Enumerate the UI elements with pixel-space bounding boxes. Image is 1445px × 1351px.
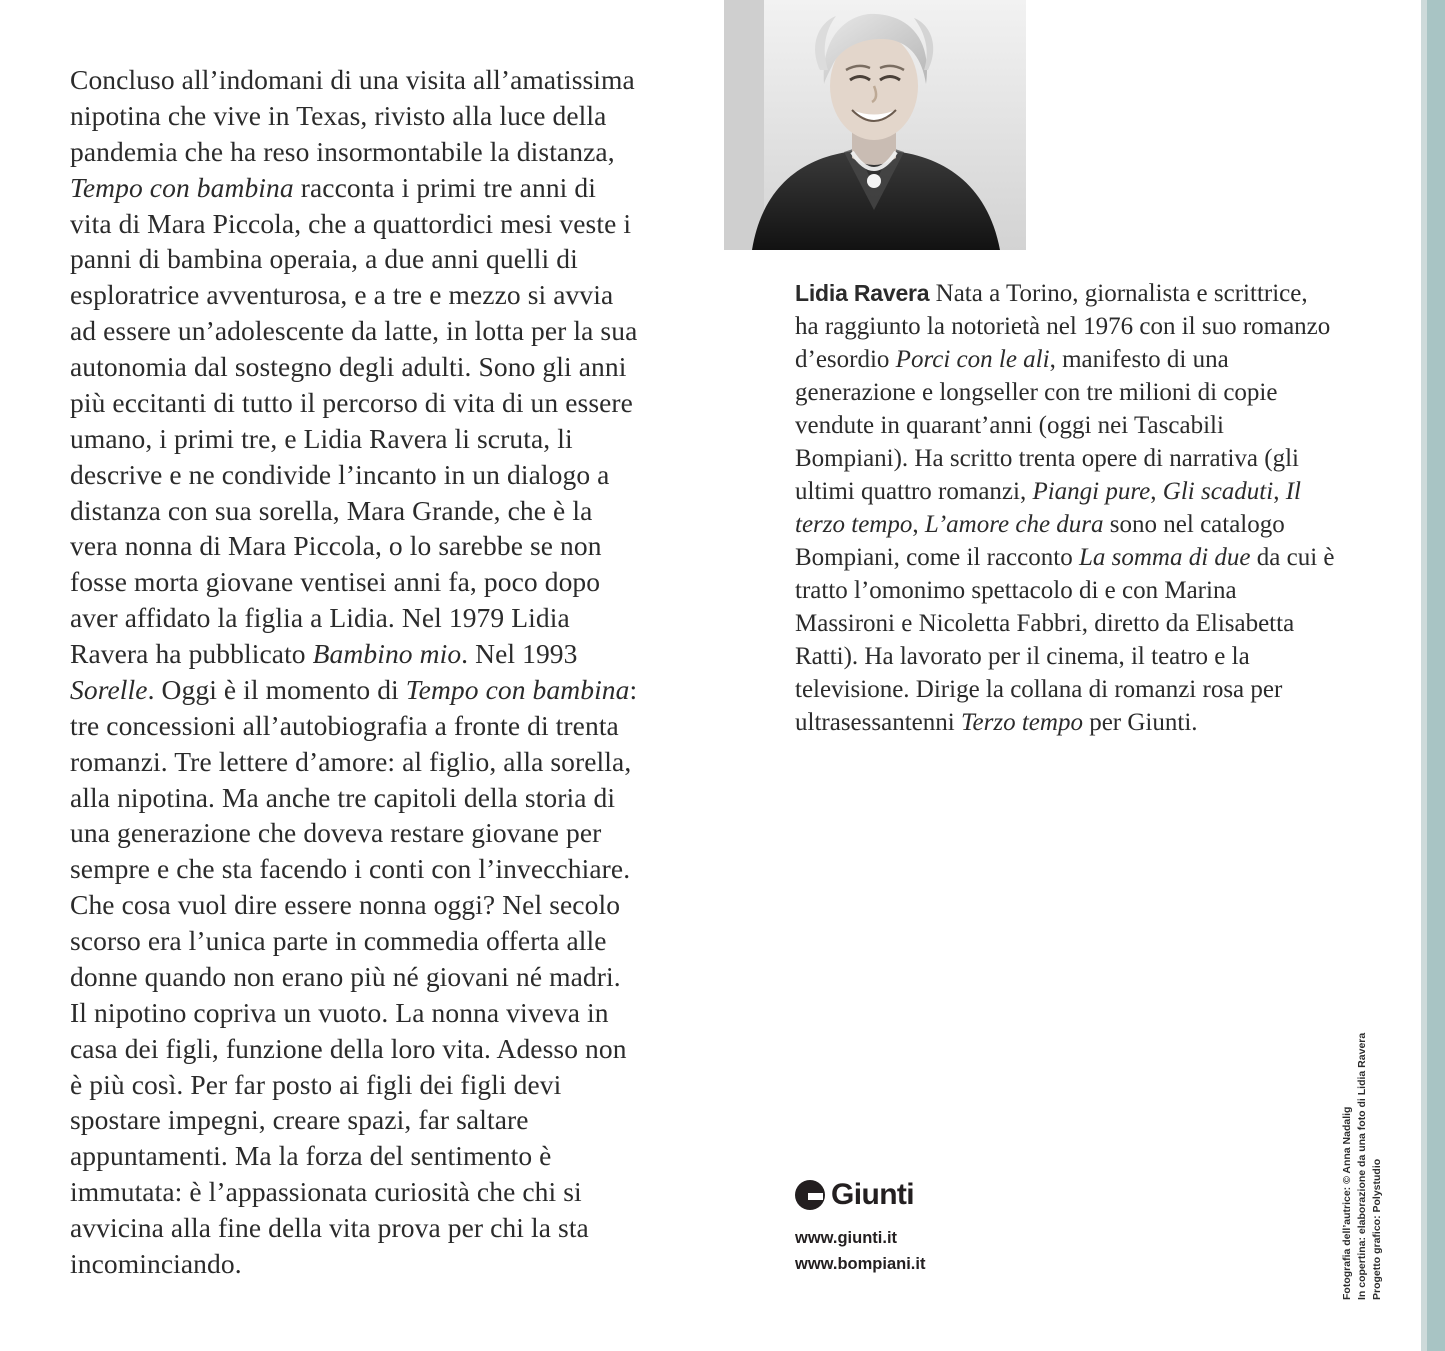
publisher-name: Giunti [831,1178,915,1211]
blurb-paragraph [70,62,640,1282]
blurb-book-title-3: Sorelle [70,673,148,705]
author-name: Lidia Ravera [795,280,930,306]
author-photo [724,0,1026,250]
bio-book-title-2: Piangi pure [1032,478,1151,505]
bio-text-7: da cui è tratto l’omonimo spettacolo di e con Marina Massironi e Nicoletta Fabbri, diretto da Elisabetta Ratti). Ha lavorato per il cinema, il teatro e la televisione. Dirige la collana di romanzi rosa per ultrasessantenni [795,544,1335,736]
author-bio-paragraph [795,277,1335,739]
blurb-book-title-4: Tempo con bambina [405,673,630,705]
bio-text-2: , manifesto di una generazione e longseller con tre milioni di copie vendute in quarant’anni (oggi nei Tascabili Bompiani). Ha scritto trenta opere di narrativa (gli ultimi quattro romanzi, [795,346,1299,505]
blurb-book-title-1: Tempo con bambina [70,171,294,203]
bio-text-5: , [912,511,925,538]
blurb-text-2: racconta i primi tre anni di vita di Mara Piccola, che a quattordici mesi veste i panni di bambina operaia, a due anni quelli di esploratrice avventurosa, e a tre e mezzo si avvia ad essere un’adolescente da latte, in lotta per la sua autonomia dal sostegno degli adulti. Sono gli anni più eccitanti di tutto il percorso di vita di un essere umano, i primi tre, e Lidia Ravera li scruta, li descrive e ne condivide l’incanto in un dialogo a distanza con sua sorella, Mara Grande, che è la vera nonna di Mara Piccola, o lo sarebbe se non fosse morta giovane ventisei anni fa, poco dopo aver affidato la figlia a Lidia. Nel 1979 Lidia Ravera ha pubblicato [70,171,638,669]
author-photo-image [724,0,1026,250]
blurb-text-1: Concluso all’indomani di una visita all’amatissima nipotina che vive in Texas, rivisto alla luce della pandemia che ha reso insormontabile la distanza, [70,64,635,167]
bio-text-3: , [1150,478,1163,505]
blurb-text-4: . Oggi è il momento di [147,673,406,705]
blurb-text-5: : tre concessioni all’autobiografia a fronte di trenta romanzi. Tre lettere d’amore: al figlio, alla sorella, alla nipotina. Ma anche tre capitoli della storia di una generazione che doveva restare giovane per sempre e che sta facendo i conti con l’invecchiare. Che cosa vuol dire essere nonna oggi? Nel secolo scorso era l’unica parte in commedia offerta alle donne quando non erano più né giovani né madri. Il nipotino copriva un vuoto. La nonna viveva in casa dei figli, funzione della loro vita. Adesso non è più così. Per far posto ai figli dei figli devi spostare impegni, creare spazi, far saltare appuntamenti. Ma la forza del sentimento è immutata: è l’appassionata curiosità che chi si avvicina alla fine della vita prova per chi la sta incominciando. [70,673,638,1279]
bio-book-title-5: L’amore che dura [924,511,1104,538]
credit-design: Progetto grafico: Polystudio [1370,1158,1383,1300]
bio-book-title-3: Gli scaduti [1162,478,1274,505]
credit-photo: Fotografia dell’autrice: © Anna Nadalig [1341,1106,1353,1300]
bio-text-6: sono nel catalogo Bompiani, come il racconto [795,511,1285,571]
blurb-text-3: . Nel 1993 [461,638,578,669]
giunti-logo-icon [795,1180,825,1210]
url-giunti[interactable]: www.giunti.it [795,1229,898,1247]
bio-text-1: Nata a Torino, giornalista e scrittrice, ha raggiunto la notorietà nel 1976 con il suo romanzo d’esordio [795,280,1331,373]
author-bio [795,277,1335,739]
publisher-urls [795,1226,1195,1277]
bio-book-title-6: La somma di due [1078,544,1251,571]
url-bompiani[interactable]: www.bompiani.it [795,1254,926,1273]
credits-block [1340,1000,1385,1300]
bio-text-4: , [1273,478,1286,505]
publisher-logo-row [795,1178,1195,1212]
back-cover-blurb [70,62,640,1282]
bio-text-8: per Giunti. [1082,709,1198,736]
bio-book-title-4: Il terzo tempo [795,478,1301,538]
cover-edge-strip [1427,0,1445,1351]
credit-cover: In copertina: elaborazione da una foto di Lidia Ravera [1355,1032,1368,1300]
bio-book-title-1: Porci con le ali [895,346,1050,373]
bio-book-title-7: Terzo tempo [960,709,1083,736]
blurb-book-title-2: Bambino mio [312,638,462,669]
publisher-block [795,1178,1195,1277]
